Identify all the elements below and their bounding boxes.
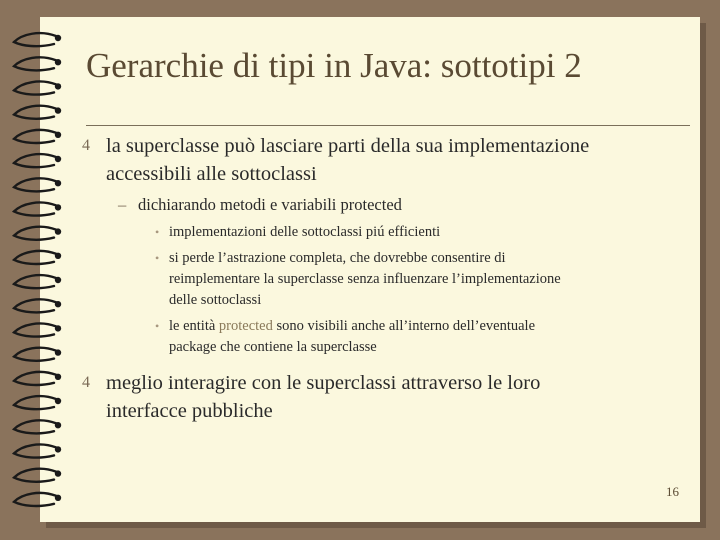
subsub-bullet-1 xyxy=(155,222,441,243)
spiral-ring xyxy=(14,372,56,385)
spiral-ring xyxy=(14,469,56,482)
bullet-2 xyxy=(82,369,541,425)
spiral-ring xyxy=(14,203,56,216)
binding-hole xyxy=(55,156,61,162)
subsub-2-line-3: delle sottoclassi xyxy=(169,292,262,308)
binding-hole xyxy=(55,35,61,41)
spiral-ring xyxy=(14,348,56,361)
binding-hole xyxy=(55,301,61,307)
slide-title: Gerarchie di tipi in Java: sottotipi 2 xyxy=(86,46,582,85)
binding-hole xyxy=(55,495,61,501)
binding-hole xyxy=(55,374,61,380)
bullet-2-line-2: interfacce pubbliche xyxy=(106,400,273,422)
subsub-3-text-before: le entità xyxy=(169,318,219,334)
dot-marker: • xyxy=(155,319,160,333)
binding-hole xyxy=(55,253,61,259)
dash-marker: – xyxy=(118,195,127,214)
spiral-ring xyxy=(14,324,56,337)
subsub-1-text: implementazioni delle sottoclassi piú efficienti xyxy=(169,224,441,240)
binding-hole xyxy=(55,349,61,355)
page-number: 16 xyxy=(666,484,679,499)
spiral-ring xyxy=(14,493,56,506)
bullet-1-line-2: accessibili alle sottoclassi xyxy=(106,163,317,185)
binding-hole xyxy=(55,277,61,283)
dot-marker: • xyxy=(155,225,160,239)
subsub-3-line-1 xyxy=(169,316,535,337)
subsub-2-line-2: reimplementare la superclasse senza influenzare l’implementazione xyxy=(169,271,561,287)
spiral-ring xyxy=(14,130,56,143)
spiral-ring xyxy=(14,82,56,95)
binding-hole xyxy=(55,204,61,210)
binding-hole xyxy=(55,180,61,186)
spiral-ring xyxy=(14,227,56,240)
subsub-3-line-2: package che contiene la superclasse xyxy=(169,339,377,355)
binding-hole xyxy=(55,422,61,428)
subsub-2-line-1: si perde l’astrazione completa, che dovrebbe consentire di xyxy=(169,250,506,266)
spiral-ring xyxy=(14,178,56,191)
binding-hole xyxy=(55,132,61,138)
binding-hole xyxy=(55,446,61,452)
spiral-binding xyxy=(0,0,80,540)
bullet-1 xyxy=(82,132,590,188)
binding-hole xyxy=(55,470,61,476)
spiral-ring xyxy=(14,396,56,409)
spiral-ring xyxy=(14,33,56,46)
spiral-ring xyxy=(14,251,56,264)
bullet-marker: 4 xyxy=(82,137,90,154)
spiral-ring xyxy=(14,275,56,288)
spiral-ring xyxy=(14,57,56,70)
sub-bullet xyxy=(118,194,402,216)
subsub-bullet-2 xyxy=(155,248,561,311)
subsub-bullet-3 xyxy=(155,316,536,358)
spiral-ring xyxy=(14,445,56,458)
spiral-ring xyxy=(14,106,56,119)
spiral-ring xyxy=(14,420,56,433)
bullet-2-line-1: meglio interagire con le superclassi attraverso le loro xyxy=(106,372,541,394)
binding-hole xyxy=(55,398,61,404)
spiral-ring xyxy=(14,154,56,167)
bullet-1-line-1: la superclasse può lasciare parti della sua implementazione xyxy=(106,135,590,157)
binding-hole xyxy=(55,228,61,234)
dot-marker: • xyxy=(155,251,160,265)
sub-bullet-text: dichiarando metodi e variabili xyxy=(138,195,341,214)
subsub-3-text-after: sono visibili anche all’interno dell’eventuale xyxy=(272,318,536,334)
title-divider xyxy=(86,125,690,126)
protected-keyword-2: protected xyxy=(218,318,273,334)
binding-hole xyxy=(55,59,61,65)
binding-hole xyxy=(55,325,61,331)
binding-hole xyxy=(55,83,61,89)
protected-keyword: protected xyxy=(340,195,402,214)
bullet-marker: 4 xyxy=(82,374,90,391)
binding-hole xyxy=(55,107,61,113)
spiral-ring xyxy=(14,299,56,312)
